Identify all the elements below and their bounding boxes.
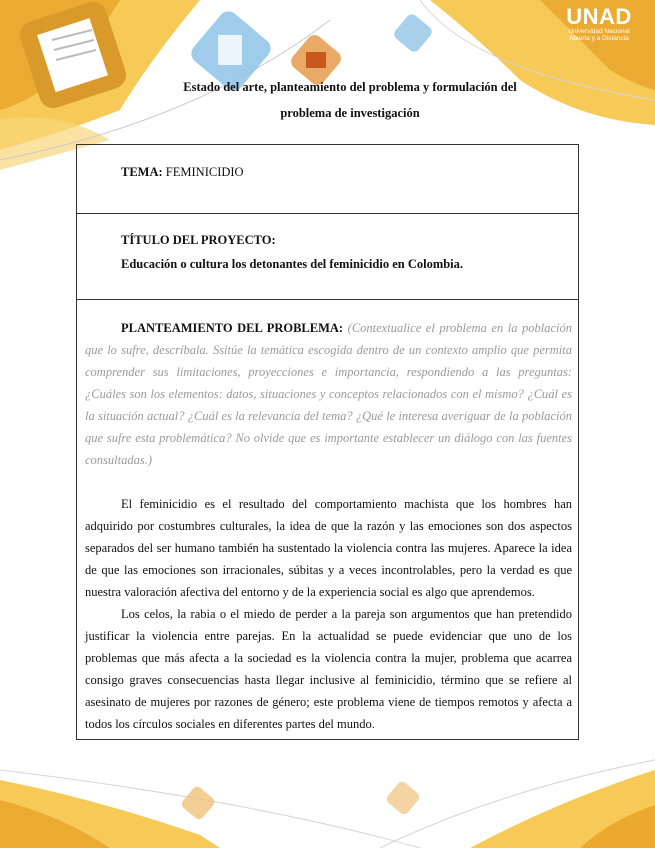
tema-label: TEMA: <box>121 165 163 179</box>
titulo-value: Educación o cultura los detonantes del feminicidio en Colombia. <box>121 257 464 271</box>
document-title-line-1: Estado del arte, planteamiento del problema y formulación del <box>183 80 517 94</box>
planteamiento-section <box>77 299 578 739</box>
tema-value: FEMINICIDIO <box>165 165 244 179</box>
content-table <box>76 144 579 740</box>
paragraph-1: El feminicidio es el resultado del comportamiento machista que los hombres han adquirido por costumbres culturales, la idea de que la razón y las emociones son dos aspectos separados del ser humano también ha sustentado la violencia contra las mujeres. Aparece la idea de que las emociones son irracionales, súbitas y a veces incontrolables, pero la verdad es que nuestra valoración afectiva del entorno y de la experiencia social es algo que aprendemos. <box>85 497 572 599</box>
paragraph-2: Los celos, la rabia o el miedo de perder a la pareja son argumentos que han pretendido justificar la violencia entre parejas. En la actualidad se puede evidenciar que uno de los problemas que más afecta a la sociedad es la violencia contra la mujer, problema que acarrea consigo graves consecuencias hasta llegar inclusive al feminicidio, término que se refiere al asesinato de mujeres por razones de género; este problema viene de tiempos remotos y afecta a todos los círculos sociales en diferentes partes del mundo. <box>85 607 572 731</box>
logo-subtitle-2: Abierta y a Distancia <box>569 35 629 42</box>
titulo-section <box>77 213 578 300</box>
tema-line <box>121 165 244 180</box>
logo-subtitle-1: Universidad Nacional <box>568 28 630 35</box>
planteamiento-label: PLANTEAMIENTO DEL PROBLEMA: <box>121 321 344 335</box>
tema-section <box>77 145 578 214</box>
titulo-label: TÍTULO DEL PROYECTO: <box>121 233 276 247</box>
planteamiento-guide: (Contextualice el problema en la población que lo sufre, descríbala. Ssitúe la temática escogida dentro de un contexto amplio que permita comprender sus limitaciones, proyecciones e importancia, respondiendo a las preguntas: ¿Cuáles son los elementos: datos, situaciones y conceptos relacionados con el mismo? ¿Cuál es la situación actual? ¿Cuál es la relevancia del tema? ¿Qué le interesa averiguar de la población que sufre esta problemática? No olvide que es importante establecer un diálogo con las fuentes consultadas.) <box>85 321 572 467</box>
logo-name: UNAD <box>566 4 632 29</box>
planteamiento-intro <box>85 317 572 471</box>
unad-logo <box>563 6 635 42</box>
document-title <box>100 74 600 126</box>
planteamiento-body <box>85 317 572 735</box>
document-title-line-2: problema de investigación <box>280 106 420 120</box>
